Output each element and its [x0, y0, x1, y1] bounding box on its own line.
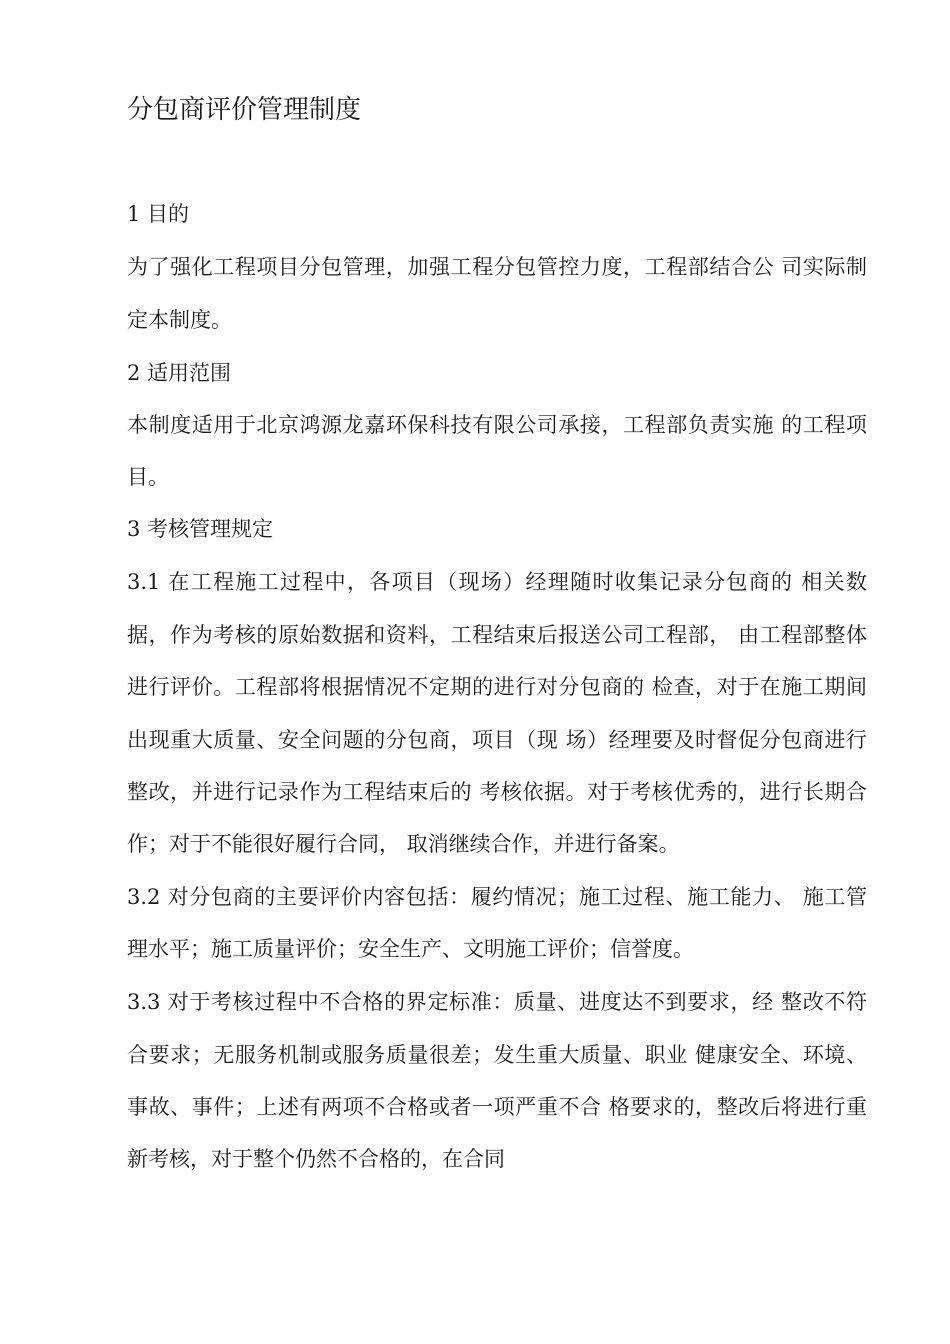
- paragraph-line: 3.2 对分包商的主要评价内容包括：履约情况；施工过程、施工能力、 施工管: [127, 885, 867, 909]
- paragraph-line: 进行评价。工程部将根据情况不定期的进行对分包商的 检查，对于在施工期间: [127, 675, 867, 699]
- paragraph-line: 理水平；施工质量评价；安全生产、文明施工评价；信誉度。: [127, 937, 694, 961]
- document-title: 分包商评价管理制度: [127, 95, 362, 125]
- paragraph-line: 合要求；无服务机制或服务质量很差；发生重大质量、职业 健康安全、环境、: [127, 1043, 867, 1067]
- paragraph-line: 出现重大质量、安全问题的分包商，项目（现 场）经理要及时督促分包商进行: [127, 728, 867, 752]
- paragraph-line: 新考核，对于整个仍然不合格的，在合同: [127, 1147, 505, 1171]
- paragraph-line: 3.3 对于考核过程中不合格的界定标准：质量、进度达不到要求，经 整改不符: [127, 990, 867, 1014]
- paragraph-line: 为了强化工程项目分包管理，加强工程分包管控力度，工程部结合公 司实际制: [127, 255, 867, 279]
- heading-assessment-rules: 3 考核管理规定: [127, 517, 274, 541]
- paragraph-line: 3.1 在工程施工过程中，各项目（现场）经理随时收集记录分包商的 相关数: [127, 570, 867, 594]
- paragraph-line: 整改，并进行记录作为工程结束后的 考核依据。对于考核优秀的，进行长期合: [127, 780, 867, 804]
- paragraph-line: 本制度适用于北京鸿源龙嘉环保科技有限公司承接，工程部负责实施 的工程项: [127, 413, 867, 437]
- heading-scope: 2 适用范围: [127, 361, 232, 385]
- paragraph-line: 作；对于不能很好履行合同， 取消继续合作，并进行备案。: [127, 832, 680, 856]
- paragraph-line: 目。: [127, 465, 169, 489]
- paragraph-line: 事故、事件；上述有两项不合格或者一项严重不合 格要求的，整改后将进行重: [127, 1095, 867, 1119]
- heading-purpose: 1 目的: [127, 202, 190, 226]
- paragraph-line: 据，作为考核的原始数据和资料，工程结束后报送公司工程部， 由工程部整体: [127, 623, 867, 647]
- paragraph-line: 定本制度。: [127, 308, 232, 332]
